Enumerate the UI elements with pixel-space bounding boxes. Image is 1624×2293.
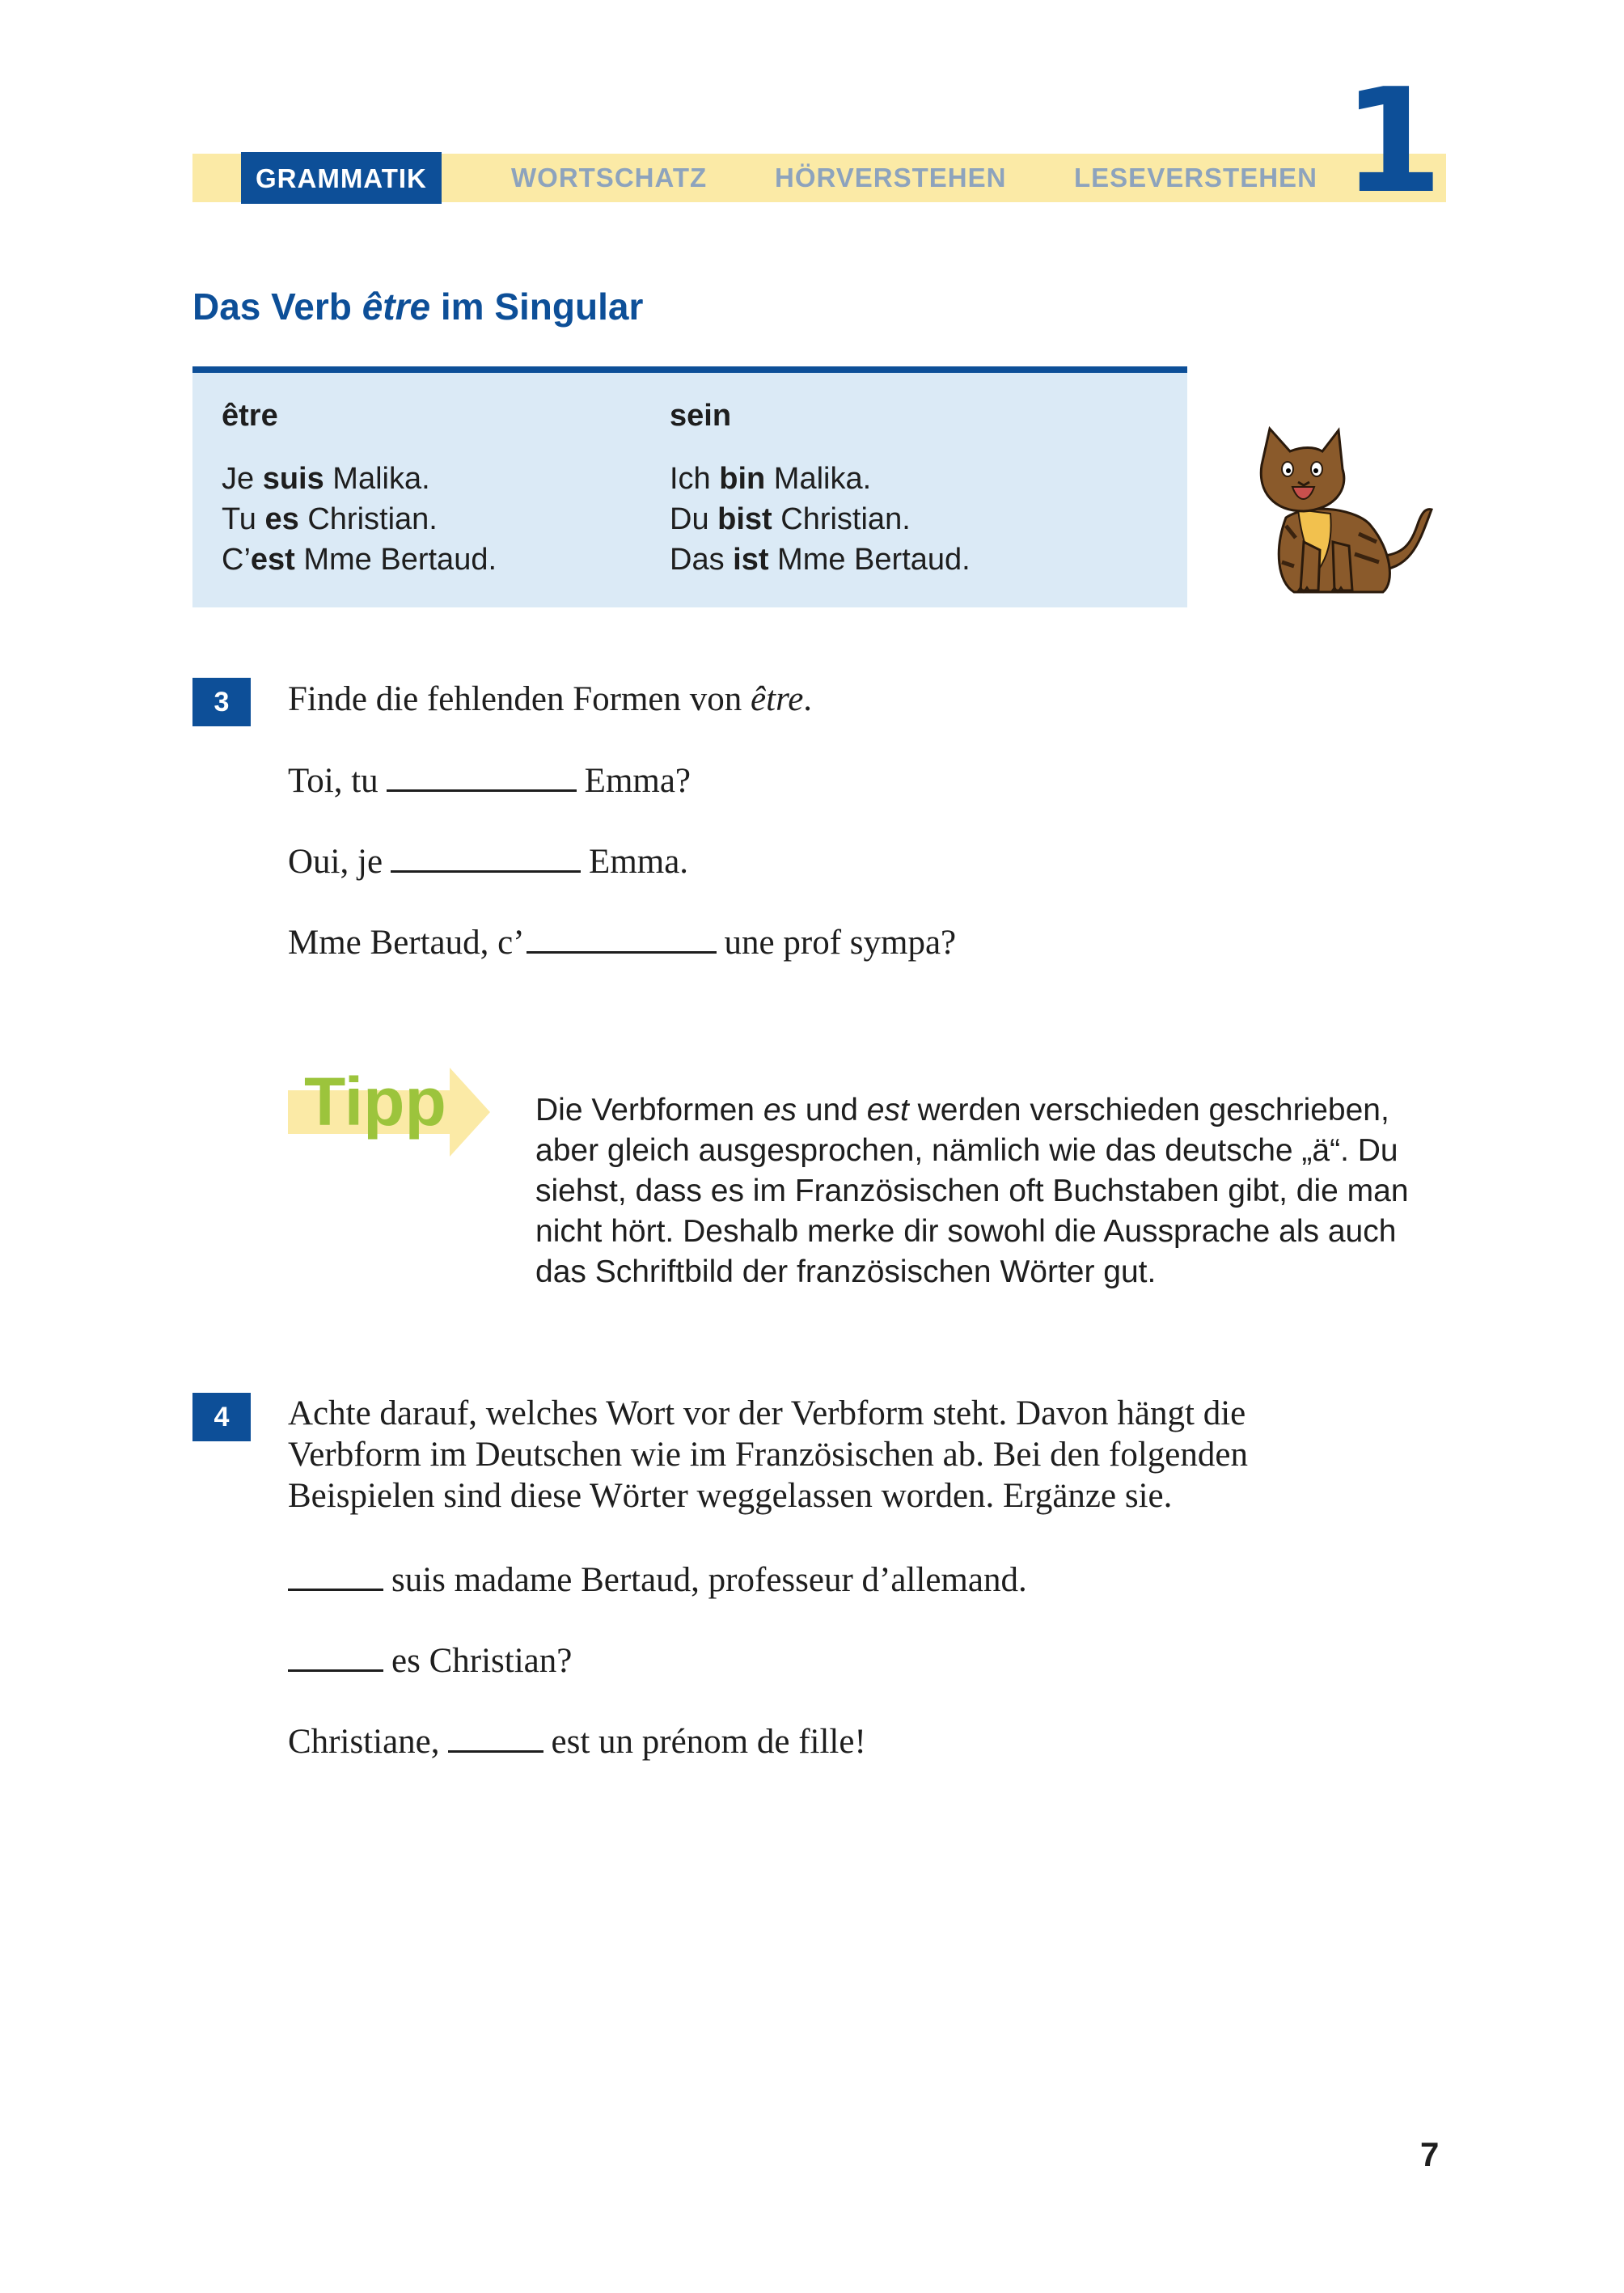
exercise-item: Toi, tu Emma? xyxy=(288,762,691,800)
answer-blank[interactable] xyxy=(288,1559,383,1591)
tab-wortschatz[interactable]: WORTSCHATZ xyxy=(511,163,708,192)
tipp-text: Die Verbformen es und est werden verschieden geschrieben, aber gleich ausgesprochen, nämlich wie das deutsche „ä“. Du siehst, dass es im Französischen oft Buchstaben gibt, die man nicht hört. Deshalb merke dir sowohl die Aussprache als auch das Schriftbild der französischen Wörter gut. xyxy=(535,1093,1409,1289)
instruction-line: Achte darauf, welches Wort vor der Verbform steht. Davon hängt die xyxy=(288,1394,1246,1432)
exercise-item: Oui, je Emma. xyxy=(288,843,689,881)
exercise-item: suis madame Bertaud, professeur d’allemand. xyxy=(288,1559,1027,1600)
conjugation-line: Tu es Christian. xyxy=(222,502,438,536)
conjugation-line: C’est Mme Bertaud. xyxy=(222,543,497,577)
column-head-sein: sein xyxy=(670,399,732,433)
page-number: 7 xyxy=(1420,2135,1440,2173)
conjugation-line: Du bist Christian. xyxy=(670,502,911,536)
answer-blank[interactable] xyxy=(391,841,581,873)
page-title: Das Verb être im Singular xyxy=(192,286,644,328)
instruction-line: Verbform im Deutschen wie im Französischen ab. Bei den folgenden xyxy=(288,1436,1248,1474)
answer-blank[interactable] xyxy=(448,1721,543,1753)
instruction-line: Beispielen sind diese Wörter weggelassen worden. Ergänze sie. xyxy=(288,1477,1173,1515)
conjugation-line: Je suis Malika. xyxy=(222,462,430,496)
conjugation-german xyxy=(670,459,971,580)
exercise-4-instruction xyxy=(288,1393,1248,1517)
answer-blank[interactable] xyxy=(527,922,717,954)
tab-leseverstehen[interactable]: LESEVERSTEHEN xyxy=(1074,163,1317,192)
exercise-item: es Christian? xyxy=(288,1640,572,1681)
exercise-number-badge: 4 xyxy=(192,1393,251,1441)
conjugation-line: Ich bin Malika. xyxy=(670,462,872,496)
tipp-label: Tipp xyxy=(304,1064,446,1140)
cat-illustration xyxy=(1237,421,1440,607)
exercise-item: Christiane, est un prénom de fille! xyxy=(288,1723,866,1761)
column-head-etre: être xyxy=(222,399,278,433)
chapter-number: 1 xyxy=(1343,57,1443,225)
tab-grammatik[interactable]: GRAMMATIK xyxy=(241,152,442,204)
exercise-item: Mme Bertaud, c’ une prof sympa? xyxy=(288,924,957,962)
answer-blank[interactable] xyxy=(288,1640,383,1672)
exercise-3-instruction: Finde die fehlenden Formen von être. xyxy=(288,680,813,718)
answer-blank[interactable] xyxy=(387,760,577,792)
tab-hoerverstehen[interactable]: HÖRVERSTEHEN xyxy=(775,163,1007,192)
conjugation-french xyxy=(222,459,497,580)
conjugation-line: Das ist Mme Bertaud. xyxy=(670,543,971,577)
exercise-number-badge: 3 xyxy=(192,678,251,726)
